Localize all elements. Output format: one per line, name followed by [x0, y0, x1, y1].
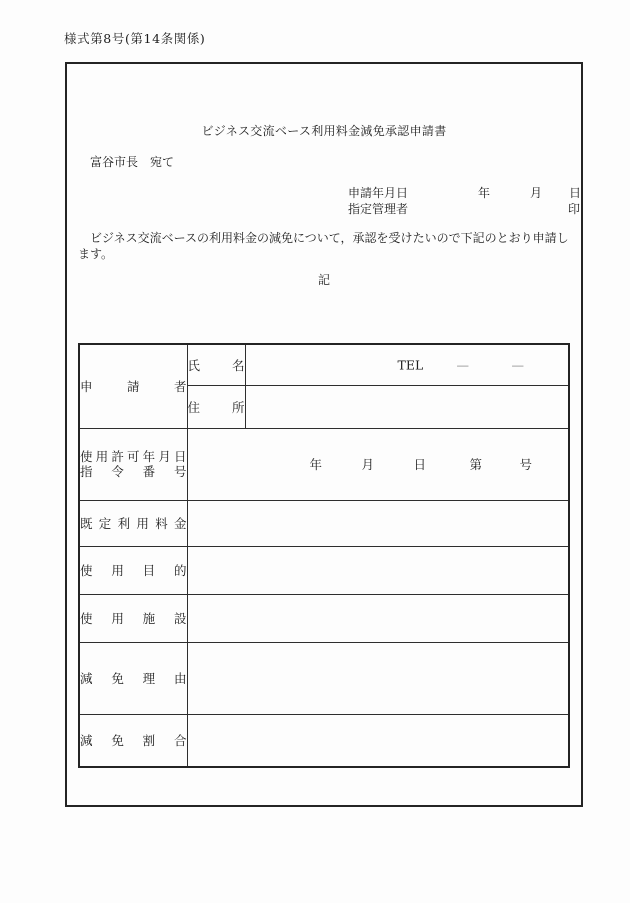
reduction-reason-value-cell — [187, 642, 569, 714]
designated-manager-row — [67, 200, 581, 215]
month-suffix: 月 — [530, 186, 543, 200]
address-label-cell: 住所 — [187, 385, 245, 428]
permit-label-line1: 使用許可年月日 — [80, 449, 187, 464]
purpose-value-cell — [187, 546, 569, 594]
reduction-ratio-row — [79, 714, 569, 767]
application-date-row — [67, 184, 581, 199]
permit-label-line2: 指令番号 — [80, 464, 187, 479]
facility-value-cell — [187, 594, 569, 642]
tel-label: TEL — [397, 357, 424, 373]
applicant-label-cell: 申請者 — [79, 344, 187, 428]
number-suffix: 号 — [519, 457, 533, 472]
fee-value-cell — [187, 500, 569, 546]
form-sheet — [65, 62, 583, 807]
year-suffix: 年 — [478, 186, 491, 200]
addressee: 富谷市長 宛て — [90, 155, 175, 169]
body-paragraph: ビジネス交流ベースの利用料金の減免について，承認を受けたいので下記のとおり申請します。 — [78, 231, 569, 261]
purpose-row — [79, 546, 569, 594]
month-suffix: 月 — [361, 457, 375, 472]
reduction-reason-label-cell: 減免理由 — [79, 642, 187, 714]
permit-label-cell — [79, 428, 187, 500]
fee-row — [79, 500, 569, 546]
tel-dash: — — [456, 357, 469, 373]
permit-row — [79, 428, 569, 500]
reduction-reason-row — [79, 642, 569, 714]
application-date-label: 申請年月日 — [348, 186, 409, 200]
application-table — [78, 343, 570, 768]
fee-label-cell: 既定利用料金 — [79, 500, 187, 546]
number-prefix: 第 — [469, 457, 483, 472]
seal-mark: 印 — [568, 202, 581, 216]
form-number-label: 様式第8号(第14条関係) — [64, 31, 206, 46]
tel-dash: — — [511, 357, 524, 373]
note-heading: 記 — [317, 273, 330, 287]
purpose-label-cell: 使用目的 — [79, 546, 187, 594]
permit-value-cell — [187, 428, 569, 500]
applicant-name-row — [79, 344, 569, 385]
name-value-cell — [245, 344, 569, 385]
facility-label-cell: 使用施設 — [79, 594, 187, 642]
day-suffix: 日 — [569, 186, 582, 200]
address-value-cell — [245, 385, 569, 428]
facility-row — [79, 594, 569, 642]
form-title: ビジネス交流ベース利用料金減免承認申請書 — [201, 124, 447, 138]
name-label-cell: 氏名 — [187, 344, 245, 385]
reduction-ratio-value-cell — [187, 714, 569, 767]
reduction-ratio-label-cell: 減免割合 — [79, 714, 187, 767]
day-suffix: 日 — [413, 457, 427, 472]
designated-manager-label: 指定管理者 — [348, 202, 409, 216]
year-suffix: 年 — [309, 457, 323, 472]
